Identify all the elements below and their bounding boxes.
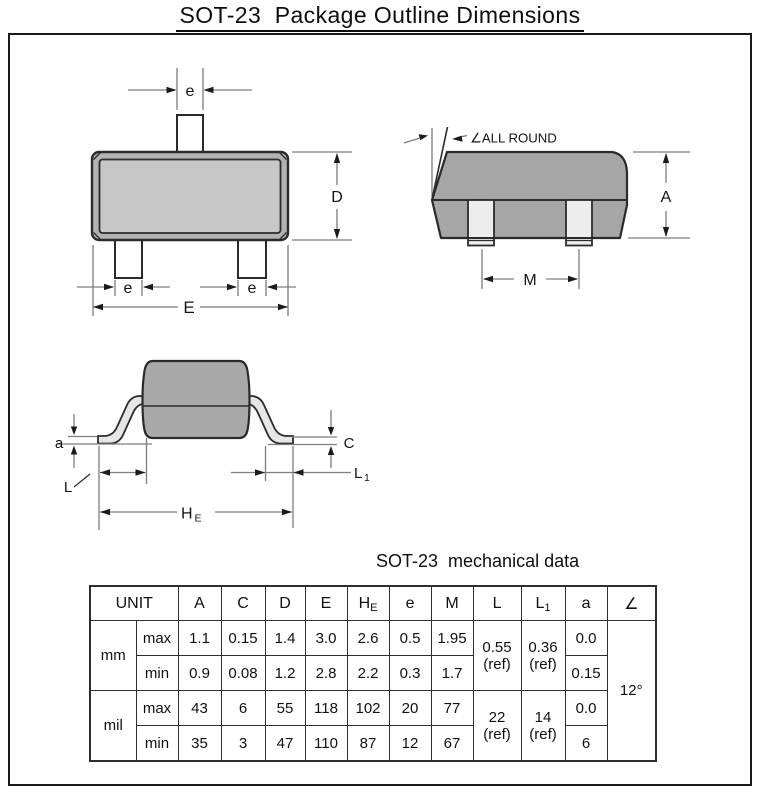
table-cell: 1.95 xyxy=(431,621,473,656)
col-header-angle: ∠ xyxy=(607,586,656,621)
dim-label-l1: L xyxy=(354,465,363,482)
side-view-drawing xyxy=(55,361,370,530)
table-cell-angle: 12° xyxy=(607,621,656,762)
table-cell-l-mil: 22 (ref) xyxy=(473,691,521,762)
table-cell: 20 xyxy=(389,691,431,726)
col-header-e2: e xyxy=(389,586,431,621)
table-caption: SOT-23 mechanical data xyxy=(376,551,580,571)
col-header-a2: a xyxy=(565,586,607,621)
perspective-body xyxy=(432,152,627,238)
table-cell: 118 xyxy=(305,691,347,726)
col-header-a: A xyxy=(178,586,221,621)
table-cell: 2.8 xyxy=(305,656,347,691)
table-row-mil-max xyxy=(90,691,656,726)
col-header-l: L xyxy=(473,586,521,621)
table-cell: 35 xyxy=(178,726,221,762)
dim-a-height xyxy=(628,152,690,238)
table-cell: 6 xyxy=(221,691,265,726)
table-cell: 3 xyxy=(221,726,265,762)
table-cell: 2.2 xyxy=(347,656,389,691)
table-cell-l1-mm: 0.36 (ref) xyxy=(521,621,565,691)
dim-label-e-bottom-right: e xyxy=(247,280,257,297)
table-cell: 0.3 xyxy=(389,656,431,691)
row-label-min: min xyxy=(136,656,178,691)
front-bottom-lead-right xyxy=(238,240,266,278)
dim-he xyxy=(100,506,292,525)
col-header-unit: UNIT xyxy=(90,586,178,621)
page-title: SOT-23 Package Outline Dimensions xyxy=(176,2,585,32)
table-cell: 12 xyxy=(389,726,431,762)
table-cell: 1.2 xyxy=(265,656,305,691)
dim-label-he-sub: E xyxy=(194,512,202,525)
table-row-mil-min xyxy=(90,726,656,762)
col-header-he: HE xyxy=(347,586,389,621)
col-header-e: E xyxy=(305,586,347,621)
table-cell: 1.4 xyxy=(265,621,305,656)
mechanical-data-table xyxy=(89,585,657,762)
dim-label-m: M xyxy=(523,272,537,289)
table-cell: 3.0 xyxy=(305,621,347,656)
dim-label-e-top: e xyxy=(185,83,195,100)
dim-label-a-standoff: a xyxy=(54,435,64,452)
table-cell: 67 xyxy=(431,726,473,762)
perspective-view-drawing xyxy=(404,127,690,289)
table-cell: 0.0 xyxy=(565,621,607,656)
dim-e-overall xyxy=(93,298,288,317)
dim-m xyxy=(482,249,579,289)
row-label-max: max xyxy=(136,621,178,656)
table-cell-l1-mil: 14 (ref) xyxy=(521,691,565,762)
table-row-mm-max xyxy=(90,621,656,656)
table-cell: 0.08 xyxy=(221,656,265,691)
unit-label-mm: mm xyxy=(90,621,136,691)
table-cell: 55 xyxy=(265,691,305,726)
all-round-label: ∠ALL ROUND xyxy=(470,130,557,146)
table-cell: 1.1 xyxy=(178,621,221,656)
unit-label-mil: mil xyxy=(90,691,136,762)
table-cell: 0.9 xyxy=(178,656,221,691)
front-bottom-lead-left xyxy=(115,240,142,278)
table-cell: 0.5 xyxy=(389,621,431,656)
col-header-d: D xyxy=(265,586,305,621)
dim-d xyxy=(292,152,352,240)
dim-label-c: C xyxy=(343,435,355,452)
table-cell: 2.6 xyxy=(347,621,389,656)
table-cell: 87 xyxy=(347,726,389,762)
dim-e-top xyxy=(128,68,252,110)
table-cell: 47 xyxy=(265,726,305,762)
front-view-drawing xyxy=(77,68,352,317)
table-cell: 77 xyxy=(431,691,473,726)
dim-label-a-height: A xyxy=(660,189,672,206)
front-top-lead xyxy=(177,115,203,155)
row-label-min: min xyxy=(136,726,178,762)
table-cell: 0.15 xyxy=(565,656,607,691)
col-header-c: C xyxy=(221,586,265,621)
front-body xyxy=(92,152,288,240)
table-cell: 102 xyxy=(347,691,389,726)
dim-label-l: L xyxy=(63,479,73,496)
table-cell-l-mm: 0.55 (ref) xyxy=(473,621,521,691)
dim-label-l1-sub: 1 xyxy=(364,472,370,484)
side-body xyxy=(143,361,250,438)
table-cell: 110 xyxy=(305,726,347,762)
table-cell: 0.15 xyxy=(221,621,265,656)
table-cell: 1.7 xyxy=(431,656,473,691)
table-row-mm-min xyxy=(90,656,656,691)
dim-label-e-overall: E xyxy=(183,298,195,317)
dim-label-e-bottom-left: e xyxy=(123,280,133,297)
table-cell: 0.0 xyxy=(565,691,607,726)
table-cell: 43 xyxy=(178,691,221,726)
col-header-l1: L1 xyxy=(521,586,565,621)
dim-label-d: D xyxy=(331,189,343,206)
dim-label-he: H xyxy=(181,505,193,523)
table-header-row xyxy=(90,586,656,621)
table-cell: 6 xyxy=(565,726,607,762)
row-label-max: max xyxy=(136,691,178,726)
dim-l1 xyxy=(231,446,370,528)
col-header-m: M xyxy=(431,586,473,621)
